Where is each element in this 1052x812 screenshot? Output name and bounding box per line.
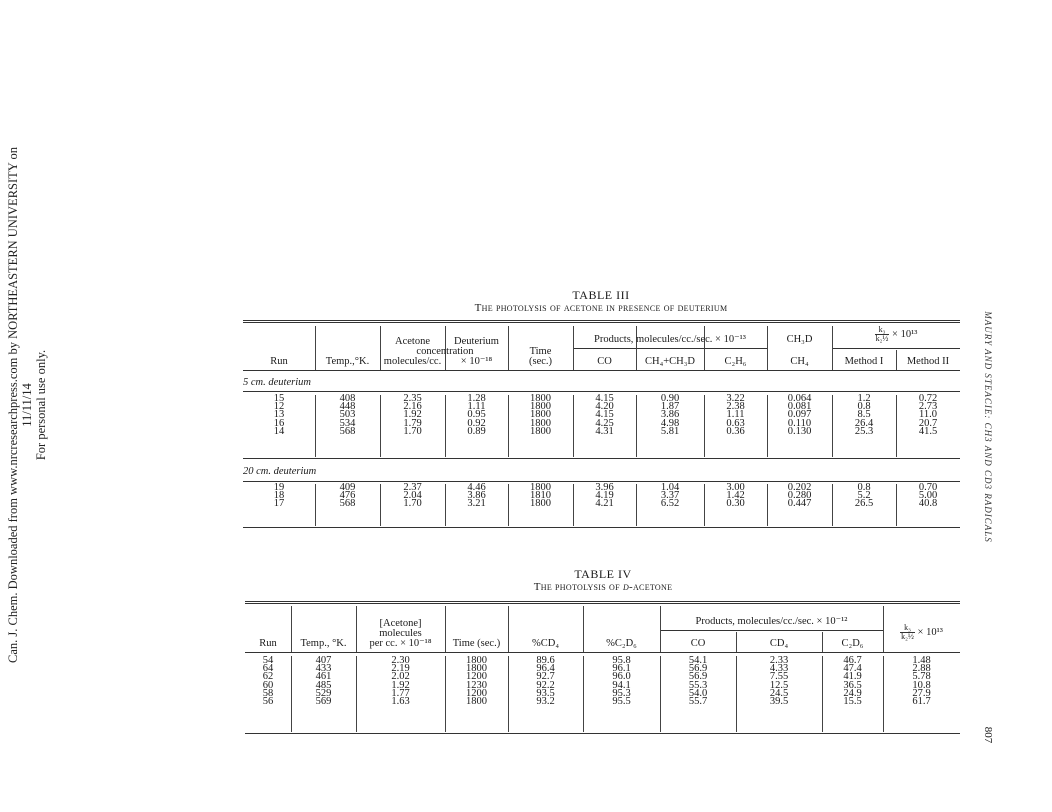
table3-k-factor: × 10¹³: [892, 328, 918, 340]
table4-header-time: Time (sec.): [452, 638, 501, 649]
table3-header-acetone-bottom: molecules/cc.: [383, 356, 442, 367]
table4-header-rule: [245, 652, 960, 653]
table3-header-ch4-ch3d: CH₄+CH₃D: [645, 356, 695, 367]
table4-header-temp: Temp., °K.: [300, 638, 347, 649]
table3-column-temp: 408 448 503 534 568: [339, 393, 356, 437]
table3-column-deuterium: 4.46 3.86 3.21: [467, 482, 486, 510]
table3-column-co: 3.96 4.19 4.21: [595, 482, 614, 510]
table3-column-ch4: 0.90 1.87 3.86 4.98 5.81: [660, 393, 680, 437]
table4-column-pc2d6: 95.8 96.1 96.0 94.1 95.3 95.5: [612, 655, 631, 708]
table4-k-fraction: $\frac{\text{k₃}}{\text{k₂½}}$: [901, 623, 914, 641]
table3-header-ratio-den: CH₄: [790, 356, 809, 367]
table3-header-products: Products, molecules/cc./sec. × 10⁻¹³: [594, 334, 746, 345]
table3-column-ch4: 1.04 3.37 6.52: [660, 482, 680, 510]
table3-caption: [243, 289, 959, 315]
table4-header-pcd4: %CD₄: [532, 638, 559, 649]
table3-header-c2h6: C₂H₆: [724, 356, 747, 367]
table3-column-c2h6: 3.00 1.42 0.30: [726, 482, 745, 510]
table3-section-label: 20 cm. deuterium: [243, 466, 317, 477]
table4-number: TABLE IV: [574, 567, 632, 581]
table3-column-run: 19 18 17: [273, 482, 285, 510]
table3-column-acetone: 2.35 2.16 1.92 1.79 1.70: [403, 393, 422, 437]
page-number: 807: [982, 726, 994, 744]
table4-column-co: 54.1 56.9 56.9 55.3 54.0 55.7: [688, 655, 708, 708]
table4-products-rule: [660, 630, 883, 631]
table3-header-time-bottom: (sec.): [528, 356, 553, 367]
table4-header-co: CO: [690, 638, 706, 649]
table4-column-acetone: 2.30 2.19 2.02 1.92 1.77 1.63: [391, 655, 410, 708]
table4-column-c2d6: 46.7 47.4 41.9 36.5 24.9 15.5: [843, 655, 862, 708]
table3-header-run: Run: [270, 356, 288, 367]
table4-column-run: 54 64 62 60 58 56: [262, 655, 274, 708]
table3-products-rule: [573, 348, 767, 349]
table3-column-m2: 0.72 2.73 11.0 20.7 41.5: [918, 393, 938, 437]
download-notice-line1: Can. J. Chem. Downloaded from www.nrcresearchpress.com by NORTHEASTERN UNIVERSITY on 11/11/14: [6, 147, 34, 663]
table4-header-products: Products, molecules/cc./sec. × 10⁻¹²: [695, 616, 848, 627]
table4-header-acetone-top: [Acetone]: [379, 618, 422, 629]
table3-top-rule: [243, 320, 960, 323]
table3-header-concentration: concentration: [416, 346, 474, 357]
table3-column-time: 1800 1810 1800: [530, 482, 551, 510]
table4-header-cd4: CD₄: [769, 638, 789, 649]
table4-bottom-rule: [245, 733, 960, 734]
table3-k-fraction: $\frac{\text{k₃}}{\text{k₂½}}$: [875, 325, 889, 343]
table3-header-ratio-num: CH₃D: [786, 334, 813, 345]
table4-header-k: [883, 624, 960, 641]
table3-header-k: [832, 326, 960, 343]
table4-column-cd4: 2.33 4.33 7.55 12.5 24.5 39.5: [769, 655, 789, 708]
table3-column-temp: 409 476 568: [339, 482, 356, 510]
table3-k-rule: [832, 348, 960, 349]
table3-column-time: 1800 1800 1800 1800 1800: [530, 393, 551, 437]
table3-bottom-rule: [243, 527, 960, 528]
table3-column-acetone: 2.37 2.04 1.70: [403, 482, 422, 510]
table3-column-c2h6: 3.22 2.38 1.11 0.63 0.36: [726, 393, 745, 437]
table4-header-run: Run: [259, 638, 277, 649]
table3-section1-end-rule: [243, 458, 960, 459]
table3-column-m1: 0.8 5.2 26.5: [854, 482, 874, 510]
table3-section1-rule: [243, 391, 960, 392]
table4-header-c2d6: C₂D₆: [841, 638, 864, 649]
table3-header-temp: Temp.,°K.: [325, 356, 370, 367]
download-notice: [6, 145, 48, 665]
table3-column-co: 4.15 4.20 4.15 4.25 4.31: [595, 393, 614, 437]
table3-header-deuterium-top: Deuterium: [454, 336, 499, 347]
table3-column-ratio: 0.064 0.081 0.097 0.110 0.130: [787, 393, 812, 437]
table3-header-co: CO: [597, 356, 612, 367]
table3-column-m1: 1.2 0.8 8.5 26.4 25.3: [854, 393, 874, 437]
table4-title: The photolysis of d-acetone: [533, 581, 673, 593]
table3-column-deuterium: 1.28 1.11 0.95 0.92 0.89: [467, 393, 486, 437]
table3-title: The photolysis of acetone in presence of deuterium: [474, 302, 728, 314]
table4-k-factor: × 10¹³: [917, 626, 943, 638]
table4-header-pc2d6: %C₂D₆: [606, 638, 637, 649]
table3-column-ratio: 0.202 0.280 0.447: [787, 482, 812, 510]
running-head: MAURY AND STEACIE: CH3 AND CD3 RADICALS: [983, 311, 993, 543]
table4-top-rule: [245, 601, 960, 604]
table3-header-method1: Method I: [844, 356, 884, 367]
table3-header-time-top: Time: [529, 346, 552, 357]
table3-header-rule: [243, 370, 960, 371]
table3-section-label: 5 cm. deuterium: [243, 377, 311, 388]
table4-header-acetone-bottom: per cc. × 10⁻¹⁸: [369, 638, 432, 649]
table4-caption: [245, 568, 961, 594]
table4-column-pcd4: 89.6 96.4 92.7 92.2 93.5 93.2: [536, 655, 555, 708]
table4-column-time: 1800 1800 1200 1230 1200 1800: [466, 655, 487, 708]
table3-column-m2: 0.70 5.00 40.8: [918, 482, 938, 510]
download-notice-line2: For personal use only.: [34, 349, 48, 461]
table4-header-acetone-mid: molecules: [379, 628, 422, 639]
table3-column-run: 15 12 13 16 14: [273, 393, 285, 437]
table3-header-method2: Method II: [906, 356, 950, 367]
table3-header-deuterium-bottom: × 10⁻¹⁸: [460, 356, 493, 367]
table3-number: TABLE III: [572, 288, 630, 302]
table3-header-acetone-top: Acetone: [395, 336, 430, 347]
table4-column-temp: 407 433 461 485 529 569: [315, 655, 332, 708]
table4-column-k: 1.48 2.88 5.78 10.8 27.9 61.7: [912, 655, 931, 708]
